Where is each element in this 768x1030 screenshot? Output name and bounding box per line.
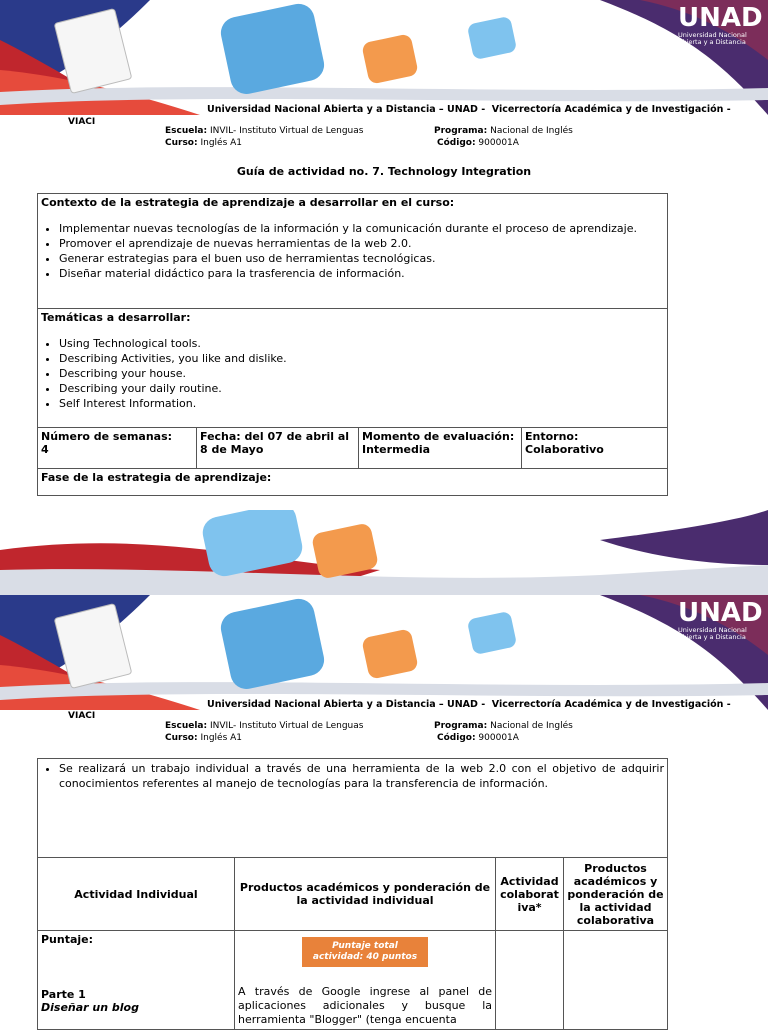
list-item: • Describing Activities, you like and dislike. bbox=[59, 351, 664, 366]
code-info: Código: 900001A bbox=[437, 733, 519, 743]
score-badge: Puntaje total actividad: 40 puntos bbox=[302, 937, 428, 967]
viaci-label: VIACI bbox=[68, 117, 96, 127]
topics-heading: Temáticas a desarrollar: bbox=[41, 311, 191, 324]
unad-logo: UNAD Universidad Nacional Abierta y a Distancia bbox=[678, 598, 763, 641]
weeks-cell: Número de semanas: 4 bbox=[38, 428, 197, 469]
school-info: Escuela: INVIL- Instituto Virtual de Lenguas bbox=[165, 126, 364, 136]
intro-cell bbox=[38, 759, 668, 858]
page-footer-decoration bbox=[0, 510, 768, 595]
moment-cell: Momento de evaluación: Intermedia bbox=[359, 428, 522, 469]
code-info: Código: 900001A bbox=[437, 138, 519, 148]
empty-cell bbox=[564, 931, 668, 1030]
list-item: • Se realizará un trabajo individual a través de una herramienta de la web 2.0 con el objetivo de adquirir conocimientos referentes al manejo de tecnologías para la transferencia de información. bbox=[59, 761, 664, 791]
col-header-individual-products: Productos académicos y ponderación de la actividad individual bbox=[235, 858, 496, 931]
list-item: • Diseñar material didáctico para la trasferencia de información. bbox=[59, 266, 664, 281]
list-item: • Promover el aprendizaje de nuevas herramientas de la web 2.0. bbox=[59, 236, 664, 251]
activity-table bbox=[37, 193, 668, 496]
list-item: • Self Interest Information. bbox=[59, 396, 664, 411]
environment-cell: Entorno: Colaborativo bbox=[522, 428, 668, 469]
context-heading: Contexto de la estrategia de aprendizaje a desarrollar en el curso: bbox=[41, 196, 455, 209]
context-cell bbox=[38, 194, 668, 309]
col-header-individual: Actividad Individual bbox=[38, 858, 235, 931]
score-cell: Puntaje: Parte 1 Diseñar un blog bbox=[38, 931, 235, 1030]
institution-name: Universidad Nacional Abierta y a Distancia – UNAD - Vicerrectoría Académica y de Investigación - bbox=[207, 104, 731, 115]
empty-cell bbox=[496, 931, 564, 1030]
list-item: • Implementar nuevas tecnologías de la información y la comunicación durante el proceso de aprendizaje. bbox=[59, 221, 664, 236]
program-info: Programa: Nacional de Inglés bbox=[434, 126, 573, 136]
unad-logo: UNAD Universidad Nacional Abierta y a Distancia bbox=[678, 3, 763, 46]
score-products-cell bbox=[235, 931, 496, 1030]
context-list bbox=[41, 221, 664, 281]
program-info: Programa: Nacional de Inglés bbox=[434, 721, 573, 731]
header-banner bbox=[0, 595, 768, 710]
school-info: Escuela: INVIL- Instituto Virtual de Lenguas bbox=[165, 721, 364, 731]
guide-title: Guía de actividad no. 7. Technology Integration bbox=[236, 165, 532, 178]
list-item: • Describing your daily routine. bbox=[59, 381, 664, 396]
list-item: • Using Technological tools. bbox=[59, 336, 664, 351]
course-info: Curso: Inglés A1 bbox=[165, 138, 243, 148]
list-item: • Generar estrategias para el buen uso de herramientas tecnológicas. bbox=[59, 251, 664, 266]
col-header-collaborative: Actividad colaborativa* bbox=[496, 858, 564, 931]
topics-list bbox=[41, 336, 664, 411]
institution-name: Universidad Nacional Abierta y a Distancia – UNAD - Vicerrectoría Académica y de Investigación - bbox=[207, 699, 731, 710]
phase-cell: Fase de la estrategia de aprendizaje: bbox=[38, 469, 668, 496]
header-banner bbox=[0, 0, 768, 115]
course-info: Curso: Inglés A1 bbox=[165, 733, 243, 743]
col-header-collaborative-products: Productos académicos y ponderación de la actividad colaborativa bbox=[564, 858, 668, 931]
viaci-label: VIACI bbox=[68, 711, 96, 721]
part1-description: A través de Google ingrese al panel de aplicaciones adicionales y busque la herramienta "Blogger" (tenga encuenta bbox=[238, 985, 492, 1026]
list-item: • Describing your house. bbox=[59, 366, 664, 381]
date-cell: Fecha: del 07 de abril al 8 de Mayo bbox=[197, 428, 359, 469]
topics-cell bbox=[38, 309, 668, 428]
activity-table-page2 bbox=[37, 758, 668, 1030]
